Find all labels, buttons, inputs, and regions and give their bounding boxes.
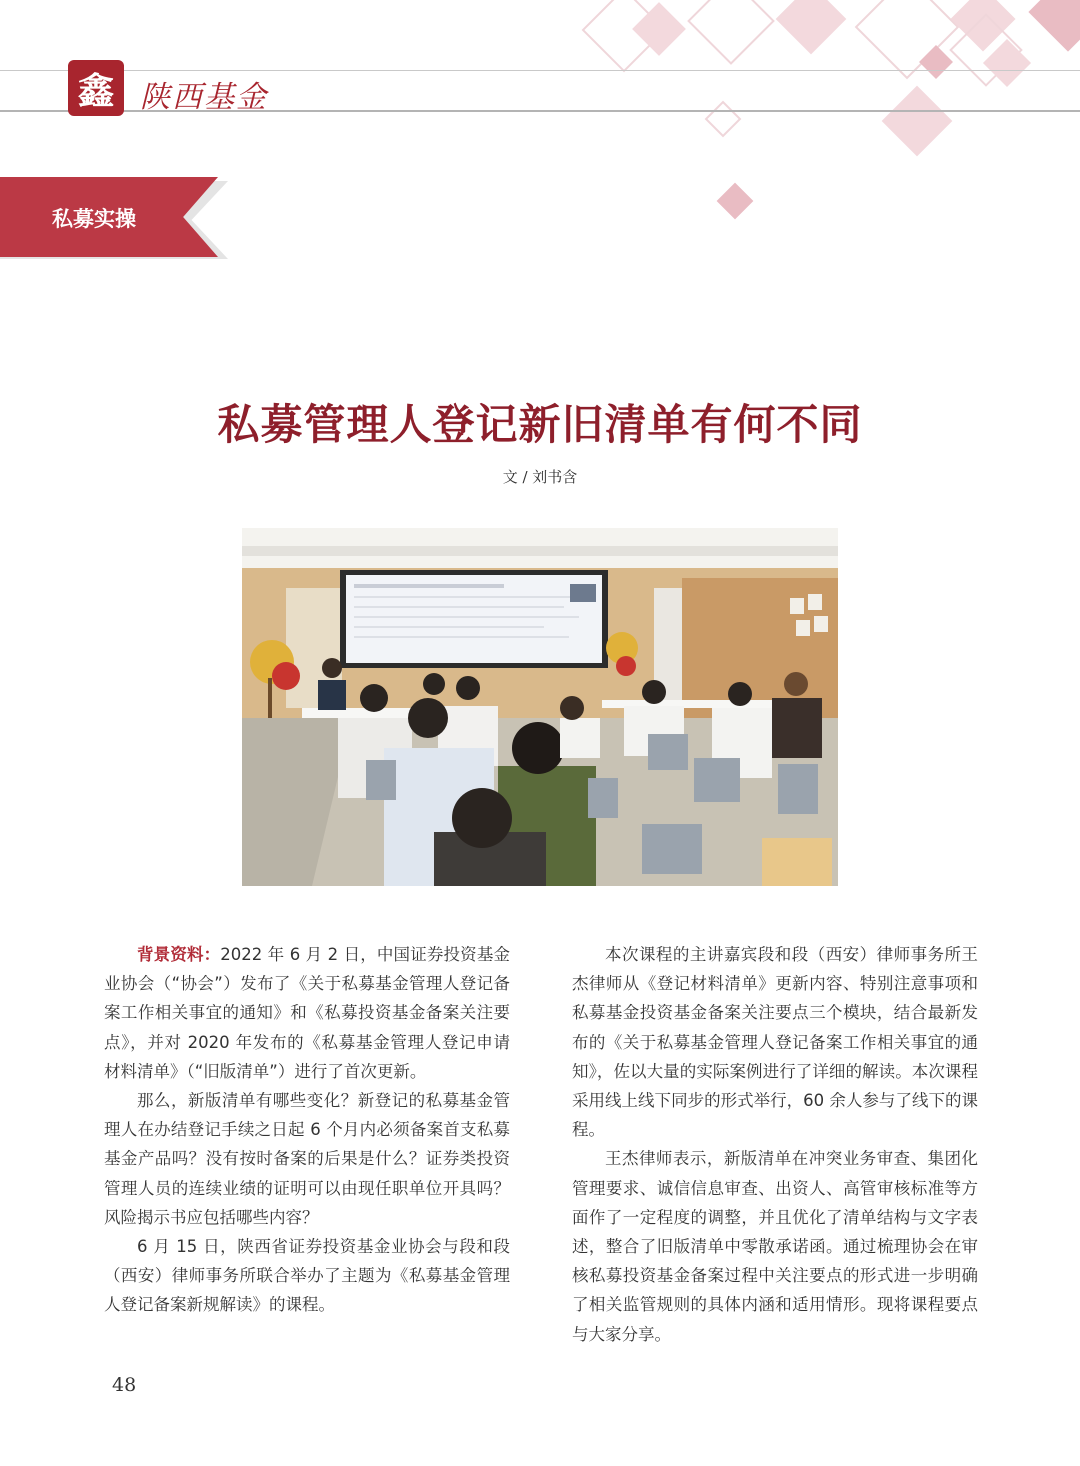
article-photo	[242, 528, 838, 886]
page-number: 48	[112, 1374, 137, 1396]
decor-diamond	[882, 86, 953, 157]
article-byline: 文 / 刘书含	[502, 468, 578, 486]
brand-name: 陕西基金	[140, 80, 268, 115]
body-paragraph: 6 月 15 日，陕西省证券投资基金业协会与段和段（西安）律师事务所联合举办了主题为《私募基金管理人登记备案新规解读》的课程。	[104, 1237, 510, 1315]
decor-diamond	[705, 101, 742, 138]
decor-diamond	[776, 0, 847, 54]
body-paragraph: 那么，新版清单有哪些变化？新登记的私募基金管理人在办结登记手续之日起 6 个月内必须备案首支私募基金产品吗？没有按时备案的后果是什么？证券类投资管理人员的连续业绩的证明可以由现任职单位开具吗？风险揭示书应包括哪些内容？	[104, 1091, 510, 1227]
logo-icon: 鑫	[77, 69, 114, 112]
seminar-photo-illustration	[242, 528, 838, 886]
body-column-left	[104, 940, 510, 1320]
decor-diamond	[717, 183, 754, 220]
body-paragraph: 王杰律师表示，新版清单在冲突业务审查、集团化管理要求、诚信信息审查、出资人、高管审核标准等方面作了一定程度的调整，并且优化了清单结构与文字表述，整合了旧版清单中零散承诺函。通过梳理协会在审核私募投资基金备案过程中关注要点的形式进一步明确了相关监管规则的具体内涵和适用情形。现将课程要点与大家分享。	[572, 1149, 978, 1344]
body-column-right	[572, 940, 978, 1349]
decor-diamond	[687, 0, 775, 65]
article-title: 私募管理人登记新旧清单有何不同	[217, 400, 863, 449]
body-paragraph: 背景资料：2022 年 6 月 2 日，中国证券投资基金业协会（“协会”）发布了《关于私募基金管理人登记备案工作相关事宜的通知》和《私募投资基金备案关注要点》，并对 2020 年发布的《私募基金管理人登记申请材料清单》（“旧版清单”）进行了首次更新。	[104, 945, 510, 1081]
body-paragraph: 本次课程的主讲嘉宾段和段（西安）律师事务所王杰律师从《登记材料清单》更新内容、特别注意事项和私募基金投资基金备案关注要点三个模块，结合最新发布的《关于私募基金管理人登记备案工作相关事宜的通知》，佐以大量的实际案例进行了详细的解读。本次课程采用线上线下同步的形式举行，60 余人参与了线下的课程。	[572, 945, 978, 1140]
background-lead: 背景资料：	[137, 945, 221, 964]
header-rule-top	[0, 70, 1080, 71]
section-tab-label: 私募实操	[52, 206, 136, 231]
decor-diamond	[1028, 0, 1080, 52]
logo	[68, 60, 124, 116]
